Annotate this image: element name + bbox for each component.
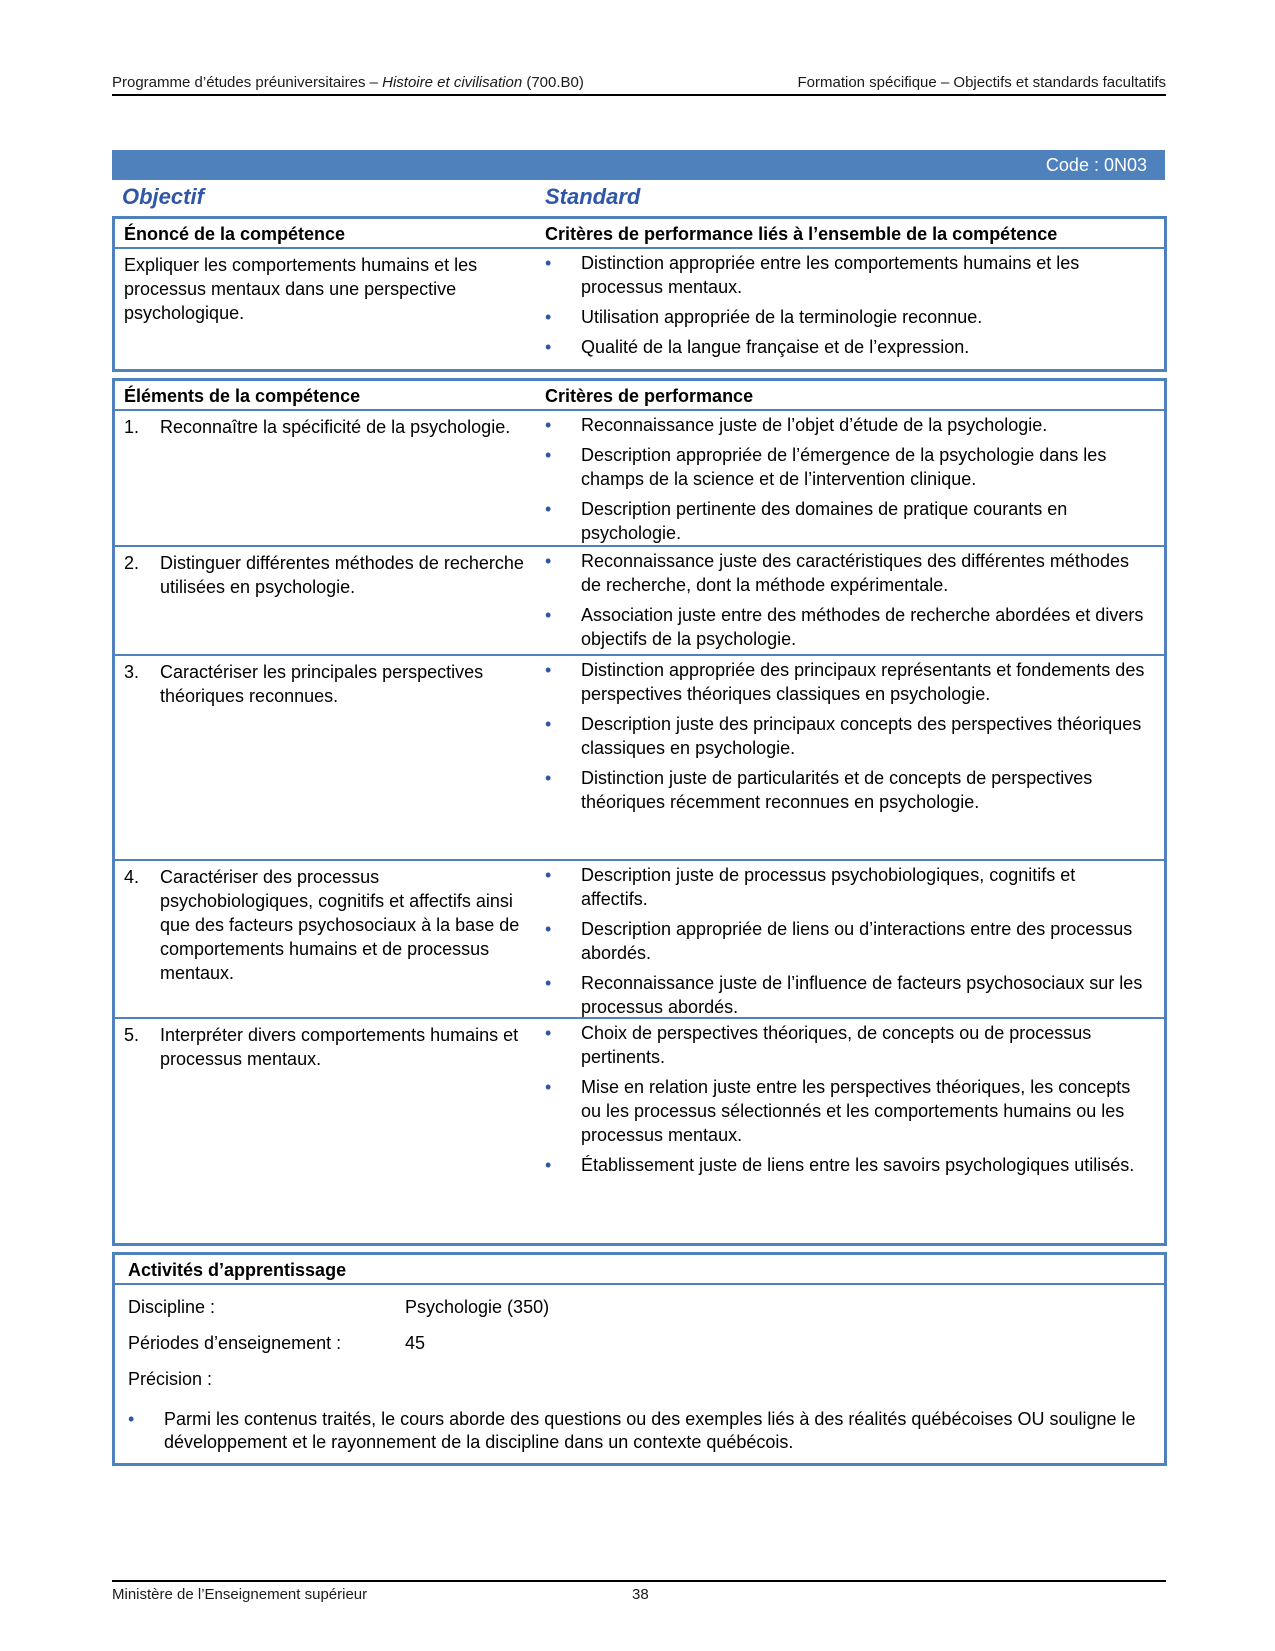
- competence-box: [112, 216, 1167, 372]
- element-text: Interpréter divers comportements humains et processus mentaux.: [160, 1025, 519, 1069]
- element-number: 3.: [124, 662, 140, 682]
- critere-item: • Description pertinente des domaines de pratique courants en psychologie.: [545, 497, 1145, 545]
- element-number: 1.: [124, 417, 140, 437]
- element-item: [124, 660, 534, 708]
- critere-item: • Reconnaissance juste de l’objet d’étude de la psychologie.: [545, 413, 1145, 437]
- element-criteres-list: [545, 1021, 1145, 1183]
- precision-label: Précision :: [128, 1369, 213, 1389]
- critere-item: • Qualité de la langue française et de l’expression.: [545, 335, 1145, 359]
- header-program: Programme d’études préuniversitaires – Histoire et civilisation (700.B0): [112, 74, 584, 91]
- activites-box: [112, 1252, 1167, 1466]
- standard-heading: Standard: [545, 184, 641, 209]
- element-text: Reconnaître la spécificité de la psychologie.: [160, 417, 511, 437]
- element-criteres-list: [545, 413, 1145, 551]
- critere-item: • Établissement juste de liens entre les savoirs psychologiques utilisés.: [545, 1153, 1145, 1177]
- element-item: [124, 865, 534, 985]
- element-number: 2.: [124, 553, 140, 573]
- element-number: 5.: [124, 1025, 140, 1045]
- precision-note-text: Parmi les contenus traités, le cours aborde des questions ou des exemples liés à des réalités québécoises OU souligne le développement et le rayonnement de la discipline dans un contexte québécois.: [164, 1409, 1136, 1452]
- row-divider: [115, 654, 1164, 656]
- critere-item: • Description appropriée de liens ou d’interactions entre des processus abordés.: [545, 917, 1145, 965]
- divider: [115, 247, 1164, 249]
- critere-item: • Association juste entre des méthodes de recherche abordées et divers objectifs de la psychologie.: [545, 603, 1145, 651]
- element-number: 4.: [124, 867, 140, 887]
- element-text: Caractériser des processus psychobiologiques, cognitifs et affectifs ainsi que des facteurs psychosociaux à la base de comportements humains et de processus mentaux.: [160, 867, 520, 983]
- row-divider: [115, 409, 1164, 411]
- critere-item: • Distinction appropriée des principaux représentants et fondements des perspectives théoriques classiques en psychologie.: [545, 658, 1145, 706]
- element-criteres-list: [545, 863, 1145, 1025]
- discipline-label: Discipline :: [128, 1297, 216, 1317]
- critere-item: • Choix de perspectives théoriques, de concepts ou de processus pertinents.: [545, 1021, 1145, 1069]
- element-item: [124, 551, 534, 599]
- page-number: 38: [632, 1586, 649, 1603]
- row-divider: [115, 1017, 1164, 1019]
- critere-item: • Reconnaissance juste des caractéristiques des différentes méthodes de recherche, dont la méthode expérimentale.: [545, 549, 1145, 597]
- discipline-value: Psychologie (350): [405, 1297, 550, 1317]
- periodes-value: 45: [405, 1333, 426, 1353]
- element-item: [124, 1023, 534, 1071]
- critere-item: • Distinction appropriée entre les comportements humains et les processus mentaux.: [545, 251, 1145, 299]
- enonce-title: Énoncé de la compétence: [124, 224, 346, 244]
- periodes-label: Périodes d’enseignement :: [128, 1333, 342, 1353]
- critere-item: • Utilisation appropriée de la terminologie reconnue.: [545, 305, 1145, 329]
- bullet-icon: •: [128, 1409, 135, 1429]
- element-criteres-list: [545, 658, 1145, 820]
- critere-item: • Description juste des principaux concepts des perspectives théoriques classiques en psychologie.: [545, 712, 1145, 760]
- element-text: Caractériser les principales perspectives théoriques reconnues.: [160, 662, 484, 706]
- running-footer: [112, 1580, 1166, 1604]
- footer-ministry: Ministère de l’Enseignement supérieur: [112, 1586, 368, 1603]
- element-text: Distinguer différentes méthodes de recherche utilisées en psychologie.: [160, 553, 524, 597]
- critere-item: • Reconnaissance juste de l’influence de facteurs psychosociaux sur les processus abordés.: [545, 971, 1145, 1019]
- running-header: [112, 74, 1166, 96]
- course-code: Code : 0N03: [1045, 155, 1147, 175]
- enonce-text: Expliquer les comportements humains et les processus mentaux dans une perspective psychologique.: [124, 255, 478, 323]
- critere-item: • Description juste de processus psychobiologiques, cognitifs et affectifs.: [545, 863, 1145, 911]
- row-divider: [115, 859, 1164, 861]
- row-divider: [115, 545, 1164, 547]
- header-section: Formation spécifique – Objectifs et standards facultatifs: [797, 74, 1166, 91]
- criteres-title: Critères de performance: [545, 386, 754, 406]
- element-item: [124, 415, 534, 439]
- critere-item: • Distinction juste de particularités et de concepts de perspectives théoriques récemment reconnues en psychologie.: [545, 766, 1145, 814]
- precision-note: [128, 1408, 1158, 1454]
- elements-box: [112, 378, 1167, 1246]
- activites-title: Activités d’apprentissage: [128, 1260, 347, 1280]
- code-bar: [112, 150, 1165, 180]
- criteres-global-title: Critères de performance liés à l’ensemble de la compétence: [545, 224, 1058, 244]
- divider: [115, 1283, 1164, 1285]
- objectif-heading: Objectif: [122, 184, 204, 209]
- elements-title: Éléments de la compétence: [124, 386, 361, 406]
- critere-item: • Mise en relation juste entre les perspectives théoriques, les concepts ou les processus sélectionnés et les comportements humains ou les processus mentaux.: [545, 1075, 1145, 1147]
- critere-item: • Description appropriée de l’émergence de la psychologie dans les champs de la science et de l’intervention clinique.: [545, 443, 1145, 491]
- element-criteres-list: [545, 549, 1145, 657]
- criteres-global-list: [545, 251, 1145, 365]
